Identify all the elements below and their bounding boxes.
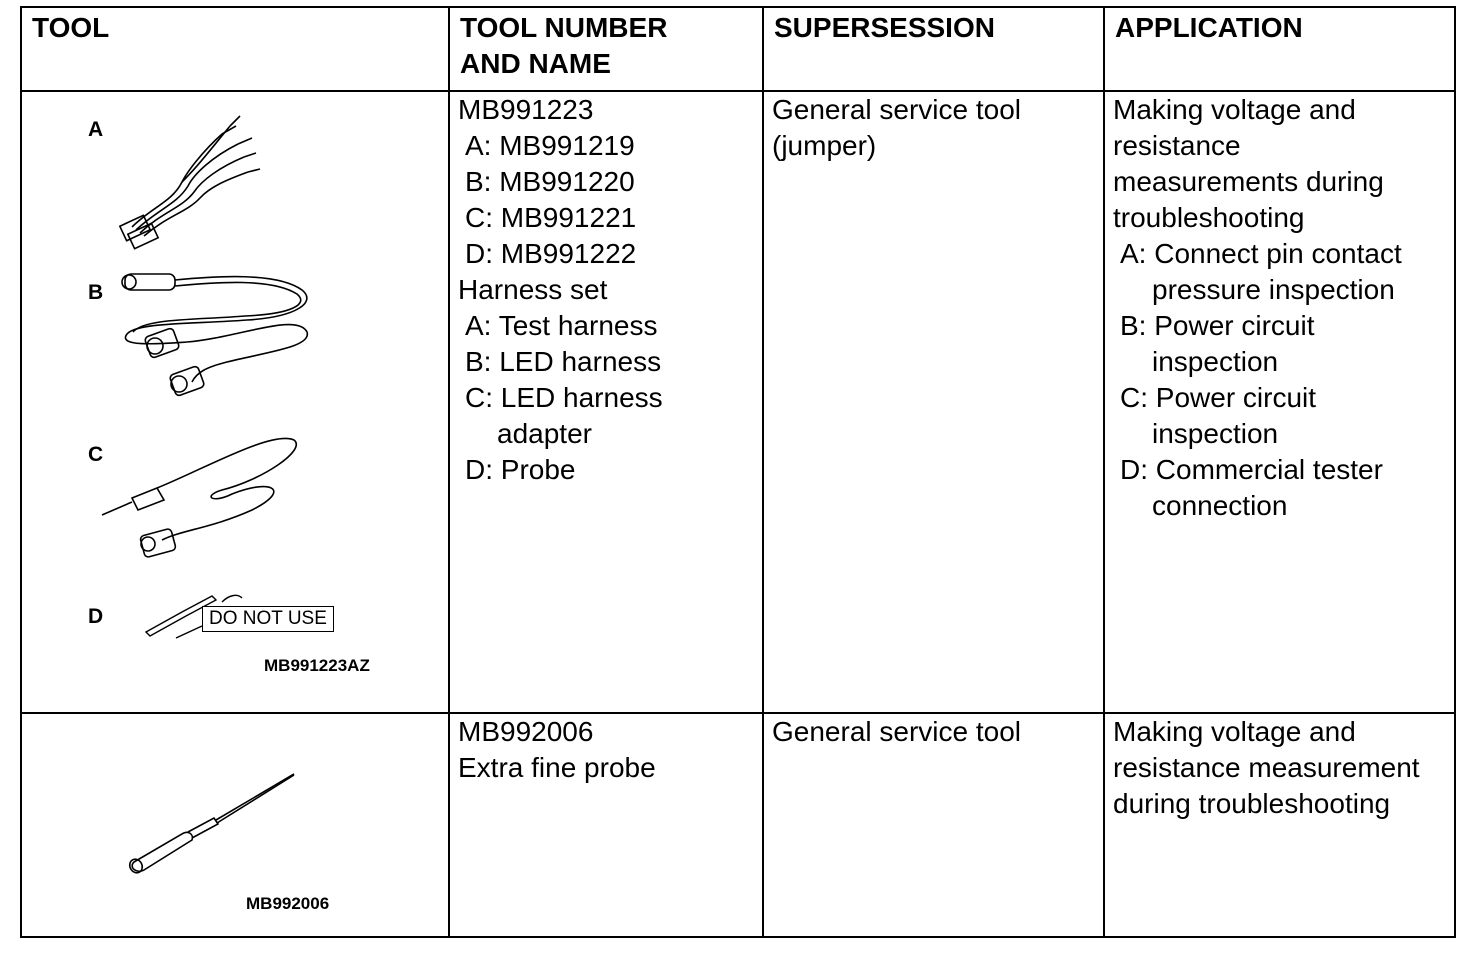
supersession-line: General service tool	[772, 716, 1022, 747]
application-cell	[1104, 91, 1455, 713]
supersession-line: General service tool	[772, 94, 1022, 125]
tool-number-line: adapter	[497, 418, 592, 449]
test-harness-illustration	[102, 112, 262, 252]
tool-number-cell	[449, 713, 763, 937]
application-line: B: Power circuit	[1120, 310, 1315, 341]
led-harness-illustration	[117, 272, 317, 402]
header-tool-number: TOOL NUMBER AND NAME	[449, 7, 763, 91]
application-line: D: Commercial tester	[1120, 454, 1383, 485]
tool-illustration-cell	[21, 713, 449, 937]
figure-code: MB991223AZ	[264, 656, 370, 675]
table-row	[21, 713, 1455, 937]
label-d: D	[88, 605, 104, 628]
header-tool: TOOL	[21, 7, 449, 91]
tool-number-line: MB991223	[458, 94, 594, 125]
supersession-cell	[763, 713, 1104, 937]
header-application: APPLICATION	[1104, 7, 1455, 91]
supersession-line: (jumper)	[772, 130, 877, 161]
tool-number-line: B: LED harness	[465, 346, 662, 377]
tool-number-line: B: MB991220	[465, 166, 635, 197]
label-a: A	[88, 118, 104, 141]
header-row	[21, 7, 1455, 91]
tool-number-line: D: MB991222	[465, 238, 637, 269]
application-line: Making voltage and	[1113, 94, 1356, 125]
application-line: troubleshooting	[1113, 202, 1305, 233]
extra-fine-probe-illustration	[122, 770, 302, 880]
tool-number-line: C: LED harness	[465, 382, 663, 413]
tool-number-line: A: Test harness	[465, 310, 658, 341]
application-line: pressure inspection	[1152, 274, 1395, 305]
tool-number-cell	[449, 91, 763, 713]
application-line: connection	[1152, 490, 1288, 521]
tool-number-line: A: MB991219	[465, 130, 635, 161]
supersession-cell	[763, 91, 1104, 713]
application-line: inspection	[1152, 418, 1279, 449]
application-cell	[1104, 713, 1455, 937]
tool-number-line: Extra fine probe	[458, 752, 656, 783]
tool-number-line: MB992006	[458, 716, 594, 747]
label-c: C	[88, 443, 104, 466]
application-line: inspection	[1152, 346, 1279, 377]
application-line: resistance measurement	[1113, 752, 1420, 783]
application-line: during troubleshooting	[1113, 788, 1391, 819]
application-line: Making voltage and	[1113, 716, 1356, 747]
figure-code: MB992006	[246, 894, 330, 913]
application-line: resistance	[1113, 130, 1241, 161]
tool-number-line: C: MB991221	[465, 202, 637, 233]
special-tools-table	[20, 6, 1456, 938]
application-line: measurements during	[1113, 166, 1384, 197]
header-supersession: SUPERSESSION	[763, 7, 1104, 91]
label-b: B	[88, 281, 104, 304]
application-line: C: Power circuit	[1120, 382, 1317, 413]
do-not-use-stamp: DO NOT USE	[202, 606, 334, 632]
table-row	[21, 91, 1455, 713]
application-line: A: Connect pin contact	[1120, 238, 1402, 269]
tool-number-line: Harness set	[458, 274, 608, 305]
tool-number-line: D: Probe	[465, 454, 576, 485]
led-harness-adapter-illustration	[102, 430, 302, 560]
tool-illustration-cell	[21, 91, 449, 713]
